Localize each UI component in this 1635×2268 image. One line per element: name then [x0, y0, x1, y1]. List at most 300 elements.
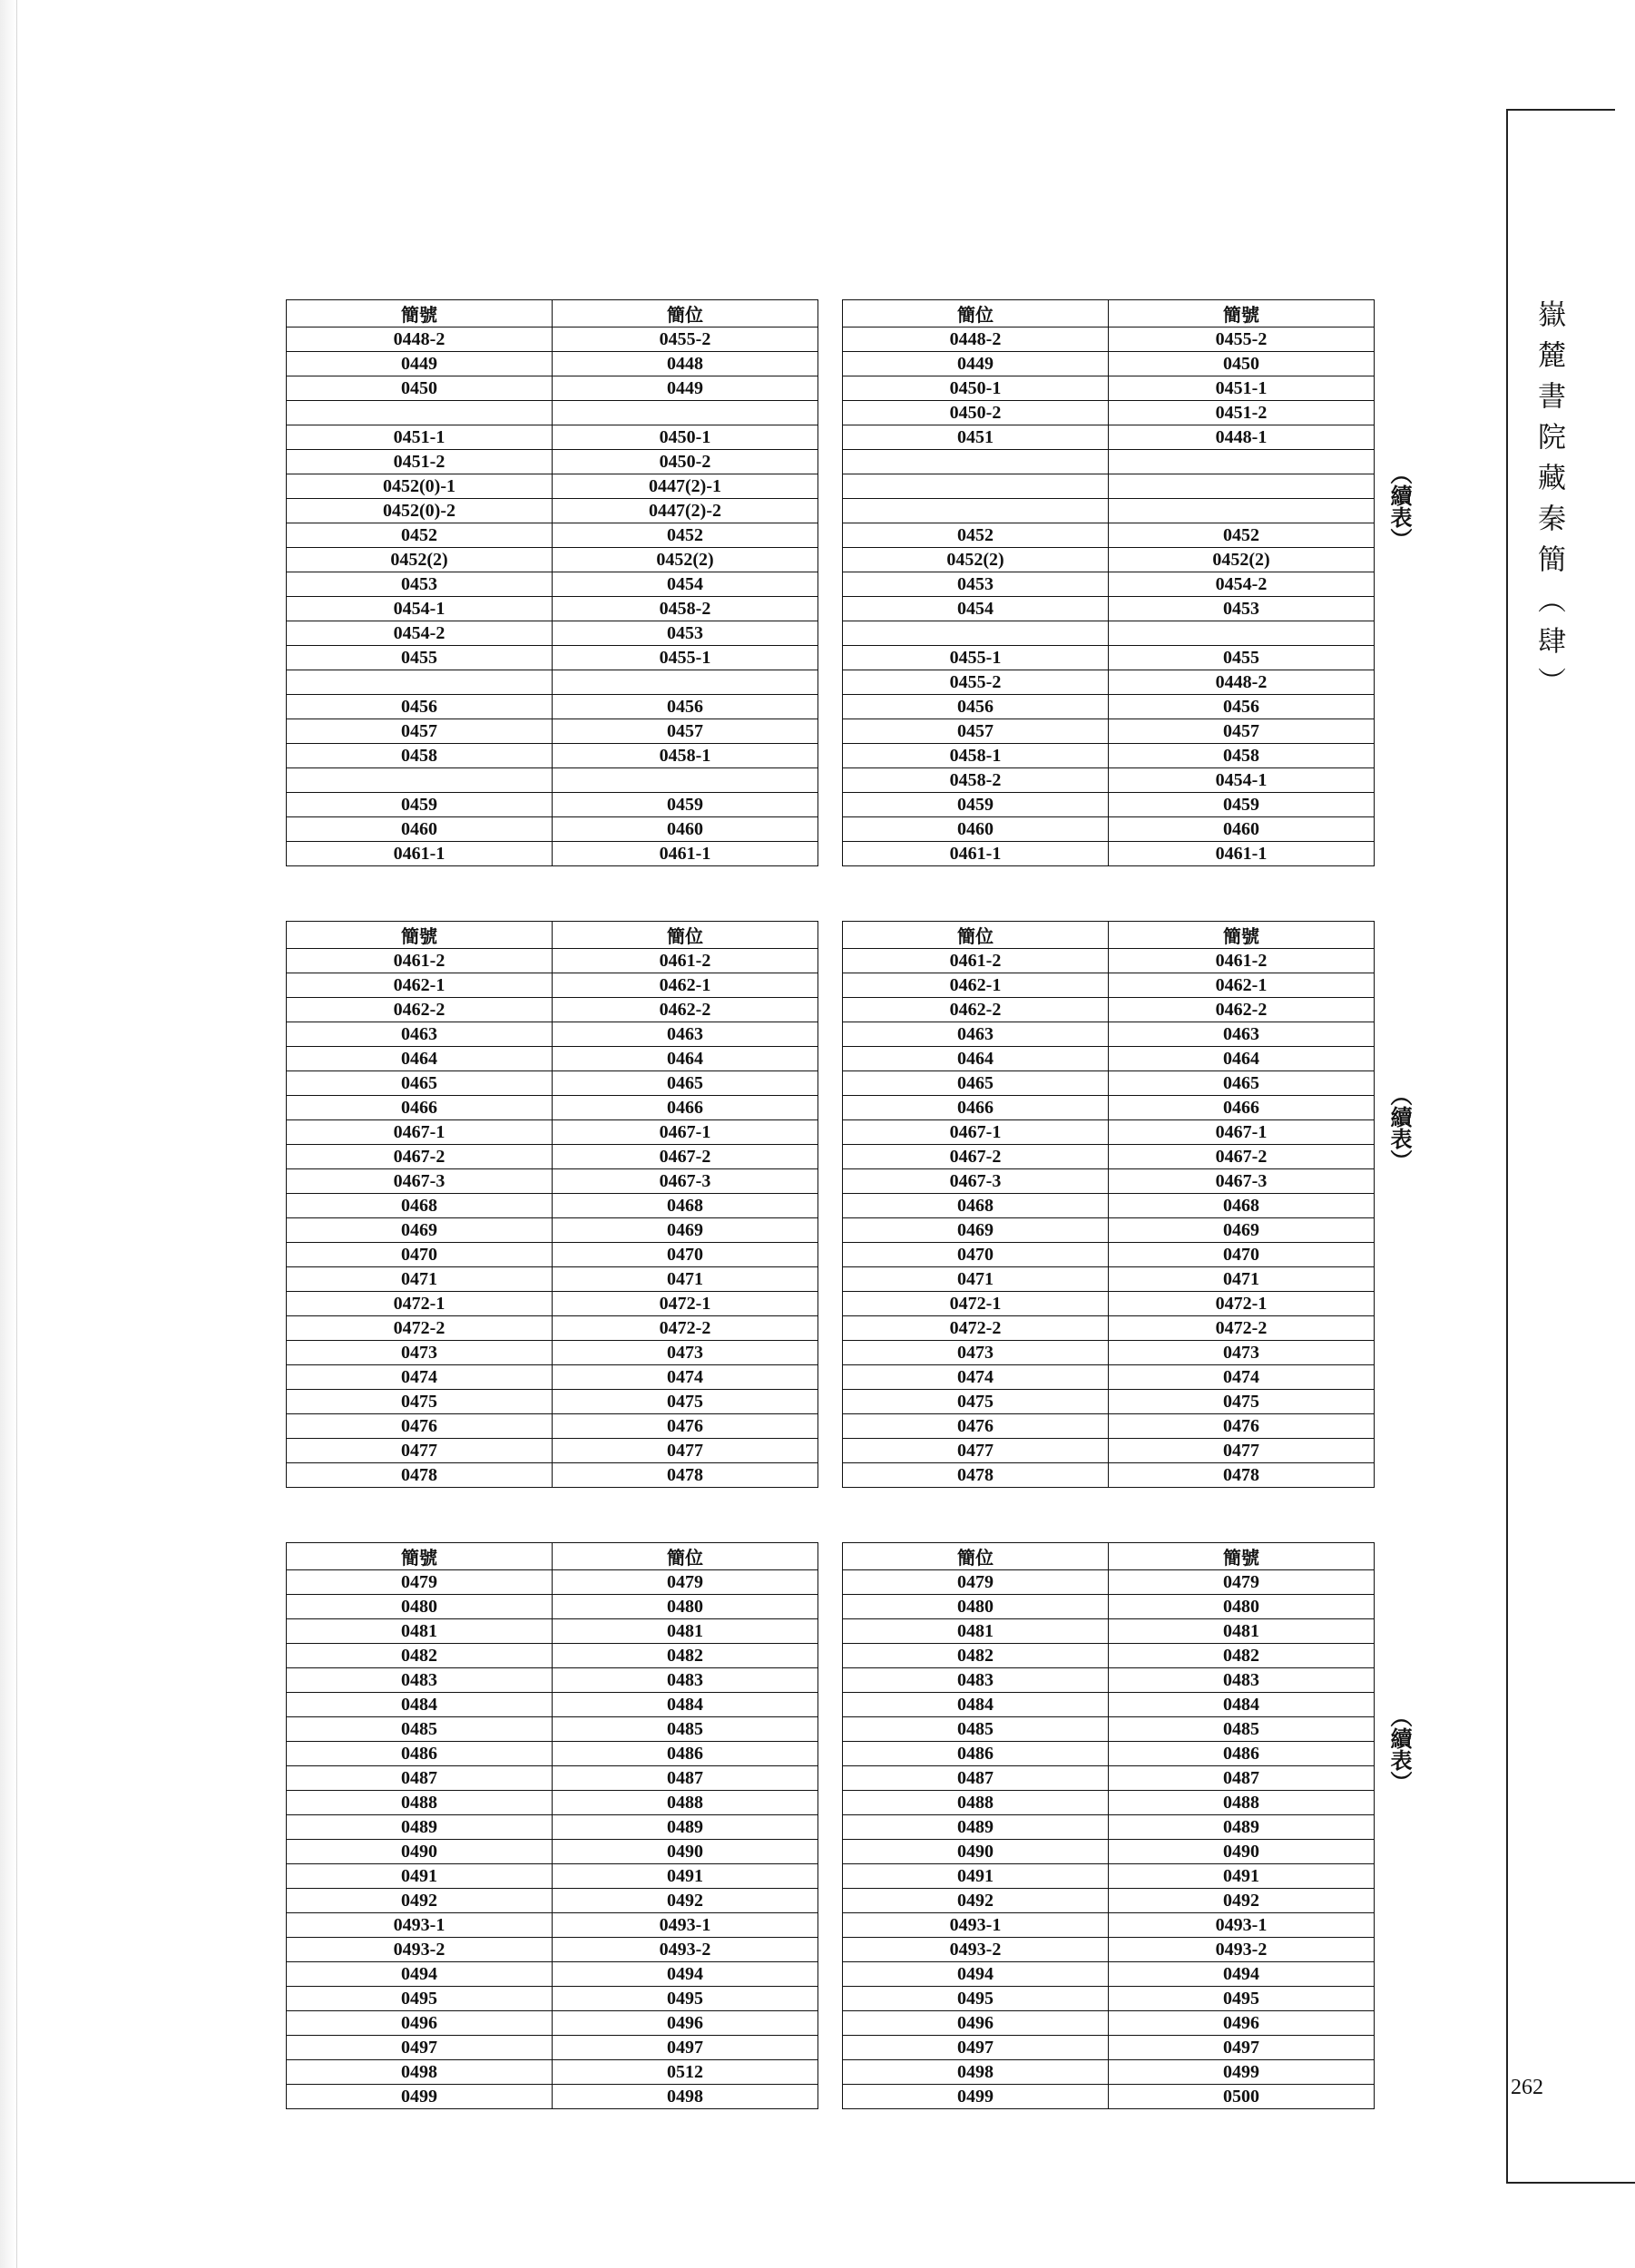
table-cell: 0487	[1109, 1766, 1375, 1791]
concordance-table	[286, 1542, 1375, 2109]
table-row	[287, 1938, 1375, 1962]
table-cell: 0468	[287, 1194, 553, 1218]
column-gap	[818, 376, 843, 401]
column-gap	[818, 1889, 843, 1913]
table-cell: 0456	[287, 695, 553, 719]
table-row	[287, 793, 1375, 817]
table-row	[287, 1169, 1375, 1194]
column-gap	[818, 1543, 843, 1570]
table-row	[287, 1120, 1375, 1145]
table-cell: 0483	[553, 1668, 818, 1693]
table-cell	[553, 768, 818, 793]
table-cell: 0474	[553, 1365, 818, 1390]
table-cell: 0457	[843, 719, 1109, 744]
table-row	[287, 1218, 1375, 1243]
column-gap	[818, 744, 843, 768]
table-row	[287, 973, 1375, 998]
table-cell: 0490	[843, 1840, 1109, 1864]
table-cell: 0454-2	[287, 621, 553, 646]
column-gap	[818, 2011, 843, 2036]
column-gap	[818, 1570, 843, 1595]
table-cell: 0472-2	[553, 1316, 818, 1341]
table-cell: 0494	[843, 1962, 1109, 1987]
table-cell: 0463	[1109, 1022, 1375, 1047]
column-gap	[818, 842, 843, 866]
column-gap	[818, 1439, 843, 1463]
table-cell: 0450	[1109, 352, 1375, 376]
table-cell: 0468	[843, 1194, 1109, 1218]
table-cell: 0464	[287, 1047, 553, 1071]
table-cell: 0491	[843, 1864, 1109, 1889]
table-cell: 0461-1	[1109, 842, 1375, 866]
column-gap	[818, 2085, 843, 2109]
table-cell: 0492	[287, 1889, 553, 1913]
table-cell: 0467-3	[553, 1169, 818, 1194]
table-cell: 0466	[287, 1096, 553, 1120]
column-gap	[818, 1595, 843, 1619]
table-cell: 0460	[553, 817, 818, 842]
column-gap	[818, 1913, 843, 1938]
table-cell: 0472-1	[843, 1292, 1109, 1316]
table-cell: 0456	[553, 695, 818, 719]
table-cell: 0480	[843, 1595, 1109, 1619]
table-cell: 0494	[1109, 1962, 1375, 1987]
table-cell: 0474	[287, 1365, 553, 1390]
table-row	[287, 1071, 1375, 1096]
table-cell: 0495	[843, 1987, 1109, 2011]
table-row	[287, 768, 1375, 793]
table-cell: 0491	[553, 1864, 818, 1889]
table-cell: 0491	[1109, 1864, 1375, 1889]
table-row	[287, 719, 1375, 744]
column-gap	[818, 1791, 843, 1815]
column-gap	[818, 1243, 843, 1267]
table-cell: 0496	[1109, 2011, 1375, 2036]
table-cell: 0467-1	[287, 1120, 553, 1145]
column-gap	[818, 401, 843, 425]
header-cell: 簡位	[553, 922, 818, 949]
table-cell: 0470	[1109, 1243, 1375, 1267]
table-cell: 0448-1	[1109, 425, 1375, 450]
table-cell: 0462-2	[553, 998, 818, 1022]
column-gap	[818, 300, 843, 327]
table-cell: 0462-2	[843, 998, 1109, 1022]
table-cell: 0481	[843, 1619, 1109, 1644]
table-cell: 0452(2)	[287, 548, 553, 572]
concordance-table	[286, 299, 1375, 866]
column-gap	[818, 1120, 843, 1145]
table-row	[287, 1987, 1375, 2011]
table-cell: 0480	[287, 1595, 553, 1619]
table-cell: 0497	[553, 2036, 818, 2060]
table-row	[287, 1414, 1375, 1439]
column-gap	[818, 1169, 843, 1194]
table-row	[287, 523, 1375, 548]
table-cell: 0462-2	[287, 998, 553, 1022]
table-row	[287, 670, 1375, 695]
column-gap	[818, 1341, 843, 1365]
table-cell: 0484	[287, 1693, 553, 1717]
table-cell: 0461-2	[553, 949, 818, 973]
table-row	[287, 1791, 1375, 1815]
table-cell: 0495	[553, 1987, 818, 2011]
table-cell: 0500	[1109, 2085, 1375, 2109]
table-cell: 0461-2	[843, 949, 1109, 973]
table-row	[287, 474, 1375, 499]
table-cell: 0452(0)-1	[287, 474, 553, 499]
table-row	[287, 646, 1375, 670]
table-cell: 0496	[287, 2011, 553, 2036]
table-row	[287, 1463, 1375, 1488]
table-row	[287, 1962, 1375, 1987]
table-cell: 0450-2	[553, 450, 818, 474]
table-cell: 0459	[1109, 793, 1375, 817]
table-cell: 0476	[843, 1414, 1109, 1439]
column-gap	[818, 1096, 843, 1120]
table-cell: 0453	[553, 621, 818, 646]
running-title: 嶽麓書院藏秦簡（肆）	[1532, 299, 1565, 708]
table-row	[287, 1595, 1375, 1619]
table-cell: 0455	[287, 646, 553, 670]
table-cell: 0467-3	[843, 1169, 1109, 1194]
table-row	[287, 1267, 1375, 1292]
table-cell: 0454	[553, 572, 818, 597]
column-gap	[818, 1864, 843, 1889]
table-cell: 0492	[1109, 1889, 1375, 1913]
table-cell: 0463	[553, 1022, 818, 1047]
table-cell: 0451-2	[1109, 401, 1375, 425]
column-gap	[818, 670, 843, 695]
column-gap	[818, 1218, 843, 1243]
column-gap	[818, 474, 843, 499]
table-row	[287, 1840, 1375, 1864]
table-row	[287, 1889, 1375, 1913]
table-cell: 0460	[1109, 817, 1375, 842]
table-cell: 0449	[553, 376, 818, 401]
table-cell: 0448-2	[843, 327, 1109, 352]
column-gap	[818, 1766, 843, 1791]
table-cell	[553, 670, 818, 695]
table-cell: 0493-2	[843, 1938, 1109, 1962]
header-cell: 簡位	[843, 922, 1109, 949]
table-cell: 0469	[553, 1218, 818, 1243]
table-cell: 0467-3	[1109, 1169, 1375, 1194]
column-gap	[818, 768, 843, 793]
table-row	[287, 1717, 1375, 1742]
column-gap	[818, 646, 843, 670]
column-gap	[818, 499, 843, 523]
table-row	[287, 1439, 1375, 1463]
column-gap	[818, 922, 843, 949]
table-cell: 0474	[1109, 1365, 1375, 1390]
table-cell: 0450-2	[843, 401, 1109, 425]
table-cell	[553, 401, 818, 425]
table-cell: 0476	[553, 1414, 818, 1439]
table-row	[287, 1022, 1375, 1047]
column-gap	[818, 1840, 843, 1864]
table-cell	[287, 768, 553, 793]
table-cell: 0491	[287, 1864, 553, 1889]
table-cell: 0456	[1109, 695, 1375, 719]
column-gap	[818, 949, 843, 973]
table-cell	[287, 401, 553, 425]
table-cell: 0460	[843, 817, 1109, 842]
table-cell	[1109, 621, 1375, 646]
table-header-row	[287, 1543, 1375, 1570]
table-row	[287, 597, 1375, 621]
table-cell: 0471	[553, 1267, 818, 1292]
column-gap	[818, 1145, 843, 1169]
column-gap	[818, 523, 843, 548]
table-cell: 0495	[287, 1987, 553, 2011]
column-gap	[818, 1414, 843, 1439]
table-row	[287, 1390, 1375, 1414]
table-cell: 0451-1	[1109, 376, 1375, 401]
column-gap	[818, 1644, 843, 1668]
table-cell: 0498	[553, 2085, 818, 2109]
column-gap	[818, 572, 843, 597]
column-gap	[818, 2036, 843, 2060]
table-cell: 0485	[843, 1717, 1109, 1742]
table-cell	[1109, 499, 1375, 523]
column-gap	[818, 1071, 843, 1096]
table-cell: 0485	[287, 1717, 553, 1742]
column-gap	[818, 1316, 843, 1341]
column-gap	[818, 973, 843, 998]
table-row	[287, 2060, 1375, 2085]
table-cell: 0456	[843, 695, 1109, 719]
column-gap	[818, 1292, 843, 1316]
column-gap	[818, 998, 843, 1022]
table-cell: 0470	[553, 1243, 818, 1267]
table-row	[287, 1341, 1375, 1365]
table-cell: 0458	[287, 744, 553, 768]
column-gap	[818, 1463, 843, 1488]
table-cell: 0459	[553, 793, 818, 817]
table-row	[287, 817, 1375, 842]
table-cell: 0472-1	[553, 1292, 818, 1316]
table-cell: 0489	[287, 1815, 553, 1840]
column-gap	[818, 1962, 843, 1987]
table-row	[287, 1619, 1375, 1644]
table-cell: 0452	[553, 523, 818, 548]
table-cell	[287, 670, 553, 695]
table-cell: 0461-1	[843, 842, 1109, 866]
table-row	[287, 1570, 1375, 1595]
table-cell: 0449	[287, 352, 553, 376]
header-cell: 簡號	[1109, 300, 1375, 327]
header-cell: 簡號	[1109, 1543, 1375, 1570]
table-cell: 0473	[553, 1341, 818, 1365]
table-cell: 0455	[1109, 646, 1375, 670]
column-gap	[818, 1742, 843, 1766]
table-cell: 0478	[287, 1463, 553, 1488]
column-gap	[818, 1717, 843, 1742]
table-cell: 0488	[1109, 1791, 1375, 1815]
header-cell: 簡位	[843, 300, 1109, 327]
table-cell: 0483	[843, 1668, 1109, 1693]
table-row	[287, 998, 1375, 1022]
table-cell: 0471	[287, 1267, 553, 1292]
table-cell: 0453	[287, 572, 553, 597]
table-cell: 0452	[1109, 523, 1375, 548]
table-cell: 0499	[843, 2085, 1109, 2109]
table-cell: 0496	[553, 2011, 818, 2036]
table-cell: 0493-1	[287, 1913, 553, 1938]
header-cell: 簡號	[287, 922, 553, 949]
column-gap	[818, 1047, 843, 1071]
table-cell: 0488	[553, 1791, 818, 1815]
table-cell: 0453	[843, 572, 1109, 597]
table-cell: 0465	[1109, 1071, 1375, 1096]
table-cell: 0455-1	[553, 646, 818, 670]
table-cell: 0494	[553, 1962, 818, 1987]
table-cell: 0454	[843, 597, 1109, 621]
table-cell: 0474	[843, 1365, 1109, 1390]
table-cell: 0455-2	[1109, 327, 1375, 352]
table-cell: 0485	[1109, 1717, 1375, 1742]
table-cell: 0484	[553, 1693, 818, 1717]
table-cell: 0481	[553, 1619, 818, 1644]
column-gap	[818, 1938, 843, 1962]
table-cell: 0473	[1109, 1341, 1375, 1365]
table-cell	[1109, 450, 1375, 474]
table-cell: 0450-1	[553, 425, 818, 450]
table-cell: 0448-2	[1109, 670, 1375, 695]
table-cell: 0467-1	[1109, 1120, 1375, 1145]
table-cell: 0492	[843, 1889, 1109, 1913]
table-cell: 0486	[287, 1742, 553, 1766]
table-cell: 0473	[843, 1341, 1109, 1365]
table-cell: 0472-2	[287, 1316, 553, 1341]
table-cell: 0486	[843, 1742, 1109, 1766]
table-cell: 0480	[1109, 1595, 1375, 1619]
table-cell: 0489	[1109, 1815, 1375, 1840]
table-cell: 0493-1	[553, 1913, 818, 1938]
table-cell: 0447(2)-1	[553, 474, 818, 499]
table-cell	[1109, 474, 1375, 499]
table-cell: 0452	[287, 523, 553, 548]
table-cell: 0452(2)	[1109, 548, 1375, 572]
table-cell: 0482	[1109, 1644, 1375, 1668]
table-cell: 0471	[843, 1267, 1109, 1292]
table-cell: 0497	[843, 2036, 1109, 2060]
table-cell: 0454-1	[287, 597, 553, 621]
table-caption: （續表）	[1386, 1084, 1413, 1171]
table-cell: 0463	[843, 1022, 1109, 1047]
table-cell: 0450	[287, 376, 553, 401]
table-cell: 0482	[843, 1644, 1109, 1668]
table-row	[287, 1742, 1375, 1766]
table-cell: 0488	[287, 1791, 553, 1815]
table-cell: 0458-2	[553, 597, 818, 621]
column-gap	[818, 817, 843, 842]
table-cell: 0464	[843, 1047, 1109, 1071]
column-gap	[818, 450, 843, 474]
table-cell: 0459	[287, 793, 553, 817]
table-cell: 0485	[553, 1717, 818, 1742]
table-cell: 0477	[553, 1439, 818, 1463]
table-cell: 0493-1	[1109, 1913, 1375, 1938]
table-row	[287, 842, 1375, 866]
table-cell: 0465	[553, 1071, 818, 1096]
table-cell: 0493-1	[843, 1913, 1109, 1938]
table-cell: 0467-2	[553, 1145, 818, 1169]
table-header-row	[287, 922, 1375, 949]
table-cell: 0490	[553, 1840, 818, 1864]
table-cell: 0512	[553, 2060, 818, 2085]
table-cell: 0476	[1109, 1414, 1375, 1439]
table-cell: 0480	[553, 1595, 818, 1619]
column-gap	[818, 1194, 843, 1218]
table-cell: 0493-2	[553, 1938, 818, 1962]
table-cell: 0470	[843, 1243, 1109, 1267]
table-cell: 0467-3	[287, 1169, 553, 1194]
table-cell: 0467-2	[287, 1145, 553, 1169]
table-cell: 0484	[1109, 1693, 1375, 1717]
table-cell: 0455-2	[843, 670, 1109, 695]
table-cell: 0487	[287, 1766, 553, 1791]
table-cell: 0478	[843, 1463, 1109, 1488]
table-cell: 0469	[843, 1218, 1109, 1243]
table-cell: 0464	[1109, 1047, 1375, 1071]
table-cell: 0498	[287, 2060, 553, 2085]
table-cell: 0479	[287, 1570, 553, 1595]
table-cell: 0481	[287, 1619, 553, 1644]
table-cell: 0490	[1109, 1840, 1375, 1864]
table-cell: 0448-2	[287, 327, 553, 352]
table-cell: 0482	[287, 1644, 553, 1668]
column-gap	[818, 719, 843, 744]
table-cell: 0455-1	[843, 646, 1109, 670]
table-row	[287, 2085, 1375, 2109]
table-cell: 0467-2	[843, 1145, 1109, 1169]
column-gap	[818, 1267, 843, 1292]
table-cell: 0497	[287, 2036, 553, 2060]
table-cell: 0451-1	[287, 425, 553, 450]
column-gap	[818, 1815, 843, 1840]
column-gap	[818, 1365, 843, 1390]
table-cell: 0487	[843, 1766, 1109, 1791]
table-cell: 0467-2	[1109, 1145, 1375, 1169]
table-cell: 0472-2	[1109, 1316, 1375, 1341]
table-cell	[843, 499, 1109, 523]
table-cell: 0461-2	[1109, 949, 1375, 973]
table-cell: 0469	[287, 1218, 553, 1243]
table-cell: 0457	[553, 719, 818, 744]
table-cell: 0493-2	[287, 1938, 553, 1962]
table-cell: 0475	[1109, 1390, 1375, 1414]
table-cell: 0472-2	[843, 1316, 1109, 1341]
column-gap	[818, 1668, 843, 1693]
table-cell: 0468	[1109, 1194, 1375, 1218]
table-row	[287, 1316, 1375, 1341]
table-cell: 0455-2	[553, 327, 818, 352]
table-row	[287, 1644, 1375, 1668]
table-cell: 0461-1	[287, 842, 553, 866]
table-cell: 0499	[287, 2085, 553, 2109]
table-cell: 0487	[553, 1766, 818, 1791]
table-row	[287, 621, 1375, 646]
table-cell: 0479	[1109, 1570, 1375, 1595]
table-row	[287, 1145, 1375, 1169]
table-cell: 0447(2)-2	[553, 499, 818, 523]
table-cell: 0452(0)-2	[287, 499, 553, 523]
table-cell: 0460	[287, 817, 553, 842]
table-cell: 0473	[287, 1341, 553, 1365]
table-cell: 0451-2	[287, 450, 553, 474]
table-row	[287, 1047, 1375, 1071]
